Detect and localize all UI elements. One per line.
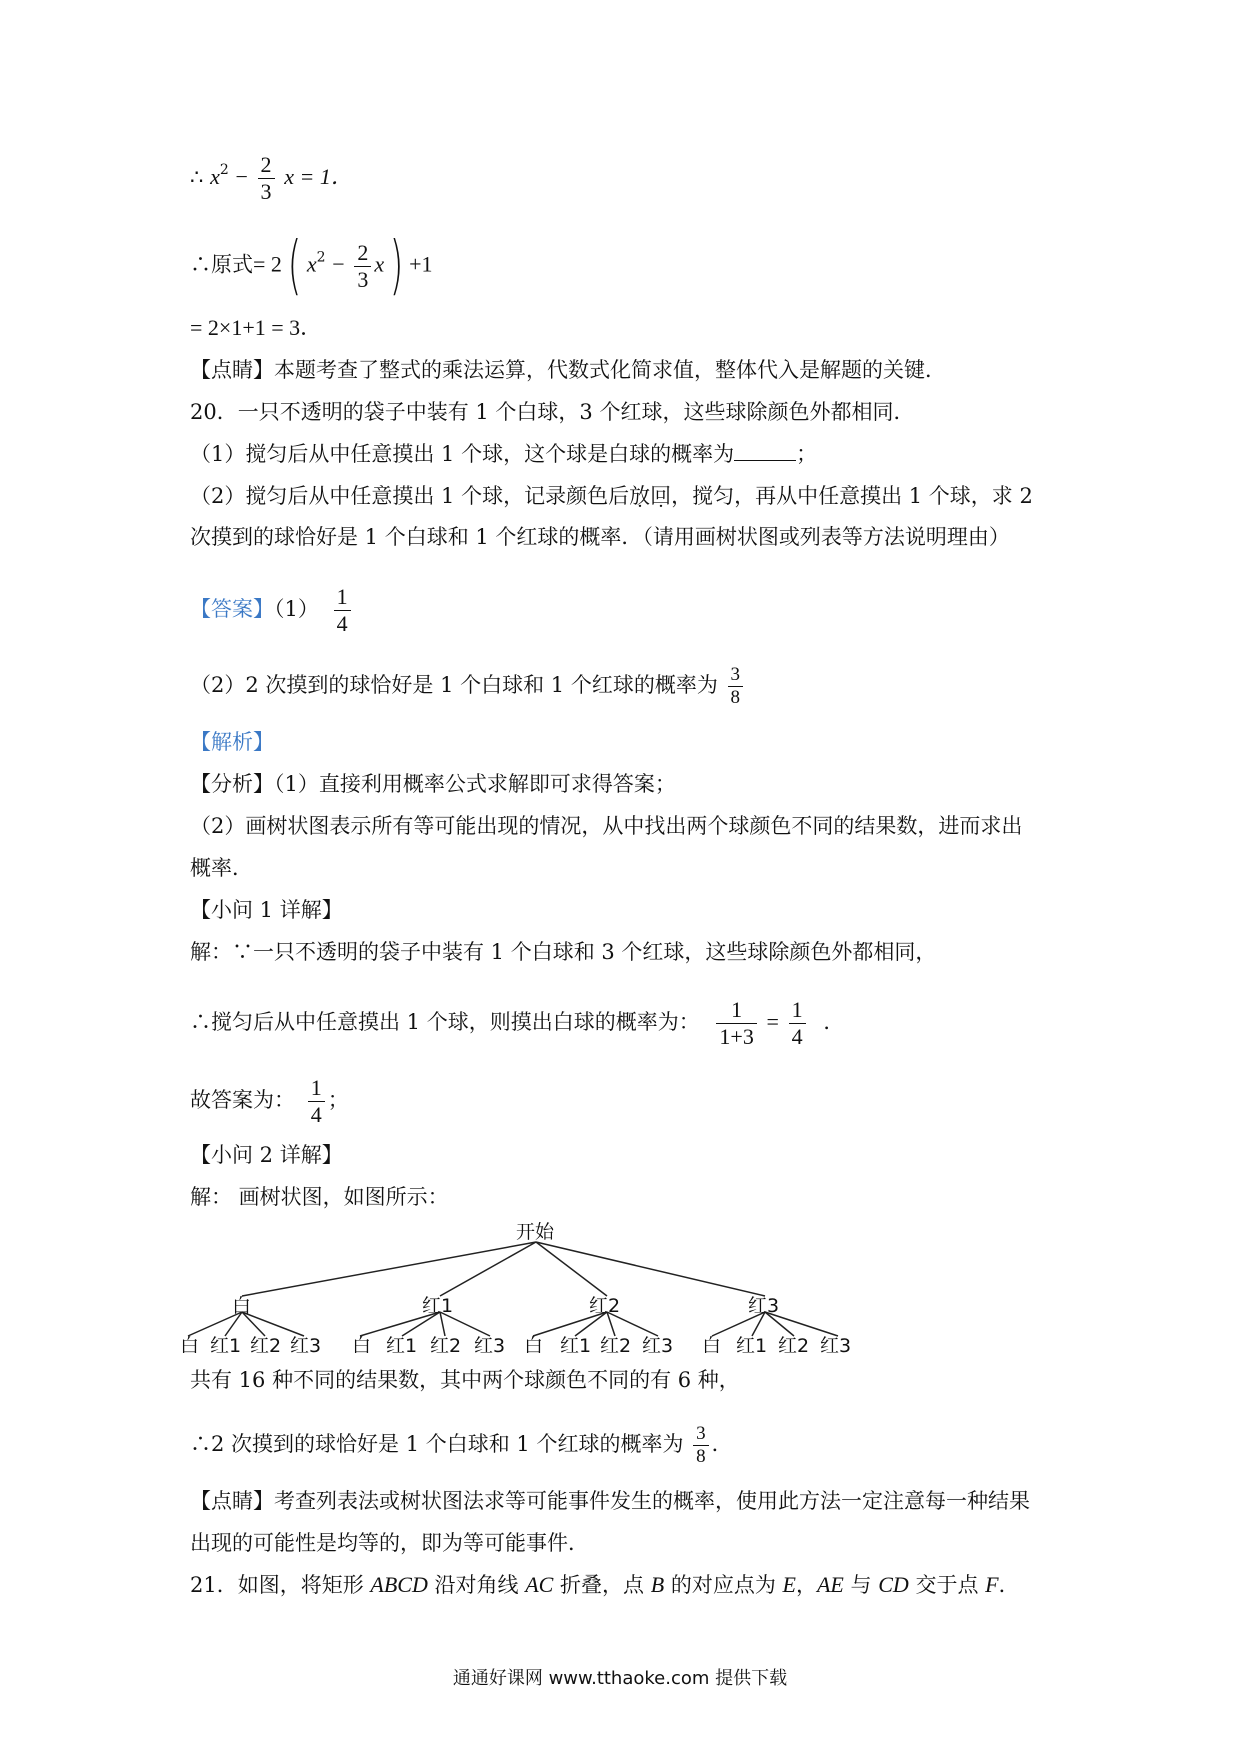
sub-question-2-line-1: 解： 画树状图，如图所示：: [190, 1185, 449, 1209]
tree-leaf: 红2: [600, 1335, 632, 1353]
segment-cd: CD: [878, 1572, 909, 1597]
minus-sign: −: [332, 251, 345, 277]
rect-name: ABCD: [370, 1572, 428, 1597]
left-paren: (: [287, 229, 302, 303]
fraction-denominator: 4: [334, 610, 351, 637]
var-x: x: [210, 164, 220, 189]
semicolon: ；: [327, 1088, 349, 1112]
fraction-numerator: 1: [310, 1075, 322, 1100]
fraction-denominator: 1+3: [716, 1023, 756, 1050]
part-1-text: （1）搅匀后从中任意摸出 1 个球，这个球是白球的概率为: [190, 442, 735, 466]
exponent: 2: [219, 162, 229, 178]
tree-level1-red3: 红3: [748, 1295, 780, 1317]
sub-question-1-line-2: [190, 997, 844, 1050]
dianjing-note-2-line-2: 出现的可能性是均等的，即为等可能事件．: [190, 1531, 589, 1555]
answer-part-2-text: （2）2 次摸到的球恰好是 1 个白球和 1 个红球的概率为: [190, 673, 718, 697]
tree-edges: [188, 1242, 838, 1336]
therefore-symbol: ∴: [190, 165, 204, 189]
fraction-denominator: 4: [308, 1101, 325, 1128]
fraction-denominator: 8: [693, 1445, 709, 1468]
tree-leaf: 红3: [290, 1335, 322, 1353]
answer-part-1-prefix: （1）: [274, 597, 319, 621]
analysis-line-1: 【分析】（1）直接利用概率公式求解即可求得答案；: [190, 772, 676, 796]
fraction-2-3: [258, 152, 275, 205]
fraction-1-4: [789, 997, 806, 1050]
fraction-1-4: [308, 1075, 325, 1128]
tree-leaf: 红1: [560, 1335, 592, 1353]
original-expression-label: ∴原式: [190, 252, 253, 277]
tree-leaf: 白: [702, 1335, 722, 1353]
tree-leaf: 红2: [250, 1335, 282, 1353]
q21-text: 的对应点为: [664, 1573, 783, 1597]
tree-leaf: 白: [524, 1335, 544, 1353]
eq-line-2: [190, 229, 433, 303]
so-answer-text: 故答案为：: [190, 1088, 295, 1112]
sub-question-2-line-2: 共有 16 种不同的结果数，其中两个球颜色不同的有 6 种，: [190, 1368, 740, 1392]
q21-text: 交于点: [908, 1573, 986, 1597]
question-20-part-2-line-1: [190, 481, 1033, 511]
fraction-denominator: 3: [354, 266, 371, 293]
tree-leaf: 红1: [736, 1335, 768, 1353]
point-f: F: [985, 1572, 999, 1597]
question-20-title: 20．一只不透明的袋子中装有 1 个白球，3 个红球，这些球除颜色外都相同．: [190, 400, 915, 424]
tree-leaf: 红1: [210, 1335, 242, 1353]
analysis-line-3: 概率．: [190, 856, 253, 880]
dianjing-note-1: 【点睛】本题考查了整式的乘法运算，代数式化简求值，整体代入是解题的关键．: [190, 358, 946, 382]
fraction-1-over-1-plus-3: [716, 997, 756, 1050]
eq-line-1: [190, 152, 353, 205]
fraction-numerator: 3: [730, 664, 741, 685]
sub-1-line-2-text: ∴搅匀后从中任意摸出 1 个球，则摸出白球的概率为：: [190, 1010, 700, 1034]
point-b: B: [650, 1572, 665, 1597]
page-footer: 通通好课网 www.tthaoke.com 提供下载: [452, 1668, 788, 1689]
sub-2-conclusion-text: ∴2 次摸到的球恰好是 1 个白球和 1 个红球的概率为: [190, 1432, 684, 1456]
fraction-numerator: 3: [696, 1423, 706, 1444]
fraction-numerator: 2: [357, 239, 369, 265]
part-1-end: ；: [796, 442, 818, 466]
fraction-numerator: 1: [336, 584, 348, 609]
tree-leaf: 红3: [474, 1335, 506, 1353]
question-20-part-2-line-2: 次摸到的球恰好是 1 个白球和 1 个红球的概率．（请用画树状图或列表等方法说明理由）: [190, 525, 1010, 549]
tree-level1-white: 白: [232, 1295, 252, 1317]
tree-leaf: 白: [180, 1335, 200, 1353]
equals-two: = 2: [253, 251, 282, 277]
tree-level1-red2: 红2: [589, 1295, 621, 1317]
answer-blank: [734, 440, 796, 461]
q21-text: 21．如图，将矩形: [190, 1573, 371, 1597]
question-20-part-1: [190, 439, 817, 469]
sub-question-1-title: 【小问 1 详解】: [190, 898, 343, 922]
q21-text: 沿对角线: [427, 1573, 526, 1597]
exponent: 2: [316, 249, 326, 266]
tree-root-label: 开始: [516, 1221, 555, 1243]
sub-question-1-line-1: 解：∵一只不透明的袋子中装有 1 个白球和 3 个红球，这些球除颜色外都相同，: [190, 940, 937, 964]
sub-question-1-line-3: [190, 1075, 349, 1128]
tree-leaf: 红1: [386, 1335, 418, 1353]
fraction-numerator: 2: [260, 152, 272, 177]
equals-sign: =: [766, 1009, 779, 1034]
q21-text: ，: [795, 1573, 817, 1597]
fraction-denominator: 4: [789, 1023, 806, 1050]
answer-line-2: [190, 664, 746, 709]
fraction-3-8: [693, 1423, 709, 1468]
q21-text: 折叠，点: [553, 1573, 651, 1597]
tree-leaf: 红3: [820, 1335, 852, 1353]
fraction-numerator: 1: [791, 997, 803, 1022]
fraction-numerator: 1: [731, 997, 743, 1022]
period: ．: [823, 1010, 845, 1034]
fraction-1-4: [334, 584, 351, 637]
var-x: x: [306, 251, 317, 277]
question-21-title: [190, 1570, 1020, 1600]
emphasis-char: 回: [650, 484, 672, 508]
plus-one: +1: [409, 251, 433, 277]
probability-tree-diagram: [180, 1218, 880, 1353]
part-2-text-a: （2）搅匀后从中任意摸出 1 个球，记录颜色后: [190, 484, 630, 508]
diagonal-name: AC: [525, 1572, 554, 1597]
var-x: x: [374, 251, 385, 277]
tree-leaf: 白: [352, 1335, 372, 1353]
eq-tail: x = 1．: [284, 164, 353, 189]
dianjing-note-2-line-1: 【点睛】考查列表法或树状图法求等可能事件发生的概率，使用此方法一定注意每一种结果: [190, 1489, 1030, 1513]
q21-text: 与: [843, 1573, 879, 1597]
fraction-3-8: [728, 664, 744, 709]
segment-ae: AE: [816, 1572, 844, 1597]
tree-leaf: 红2: [430, 1335, 462, 1353]
answer-line-1: [190, 584, 354, 637]
sub-question-2-title: 【小问 2 详解】: [190, 1143, 343, 1167]
tree-leaf: 红2: [778, 1335, 810, 1353]
part-2-text-b: ，搅匀，再从中任意摸出 1 个球，求 2: [671, 484, 1033, 508]
q21-text: ．: [998, 1573, 1020, 1597]
tree-leaf: 红3: [642, 1335, 674, 1353]
analysis-label: 【解析】: [190, 730, 274, 754]
fraction-denominator: 3: [258, 178, 275, 205]
analysis-line-2: （2）画树状图表示所有等可能出现的情况，从中找出两个球颜色不同的结果数，进而求出: [190, 814, 1023, 838]
fraction-2-3: [354, 240, 371, 293]
answer-label: 【答案】: [190, 597, 274, 621]
emphasis-char: 放: [629, 484, 651, 508]
point-e: E: [782, 1572, 796, 1597]
tree-level1-red1: 红1: [422, 1295, 454, 1317]
right-paren: ): [389, 229, 404, 303]
minus-sign: −: [235, 164, 248, 189]
period: ．: [711, 1432, 733, 1456]
eq-line-3: = 2×1+1 = 3．: [190, 315, 323, 340]
fraction-denominator: 8: [728, 686, 744, 709]
sub-question-2-line-3: [190, 1423, 733, 1468]
